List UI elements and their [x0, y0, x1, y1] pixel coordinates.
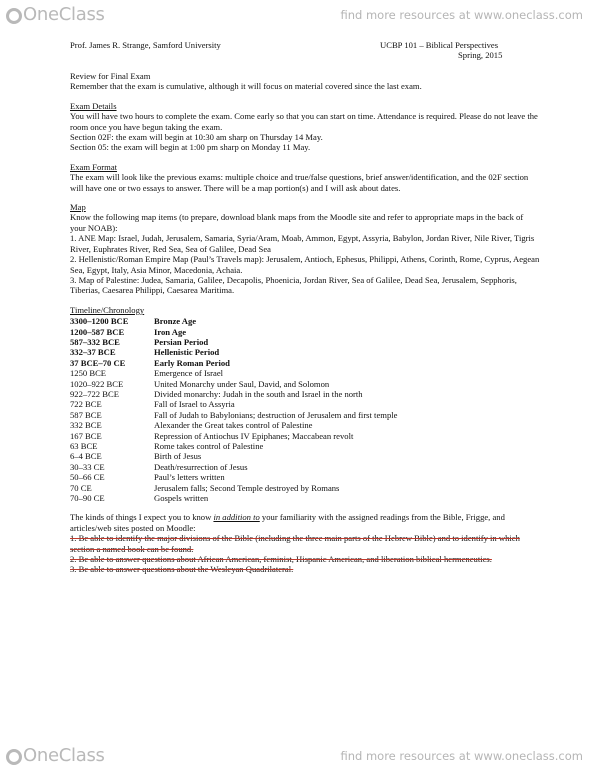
period-name: Iron Age — [154, 326, 187, 337]
exam-format-text: The exam will look like the previous exams: multiple choice and true/false questions, brief answer/identification, and the 02F section will have one or two essays to answer. There will be a map portion(s) and I will ask about dates. — [70, 172, 529, 193]
tagline-link-footer[interactable]: find more resources at www.oneclass.com — [340, 749, 583, 763]
period-name: Hellenistic Period — [154, 347, 220, 358]
event-row — [70, 410, 540, 420]
top-banner — [0, 0, 595, 32]
event-date: 332 BCE — [70, 420, 102, 431]
period-name: Bronze Age — [154, 316, 197, 327]
exam-details-section — [70, 101, 540, 153]
event-date: 722 BCE — [70, 399, 102, 410]
event-date: 6–4 BCE — [70, 451, 102, 462]
review-text: Remember that the exam is cumulative, although it will focus on material covered since the last exam. — [70, 81, 422, 92]
kinds-item-divisions: 1. Be able to identify the major divisions of the Bible (including the three main parts of the Hebrew Bible) and to identify in which section a named book can be found. — [70, 533, 520, 554]
tagline-link[interactable]: find more resources at www.oneclass.com — [340, 8, 583, 22]
event-text: Divided monarchy: Judah in the south and Israel in the north — [154, 388, 363, 399]
review-section — [70, 71, 540, 92]
event-row — [70, 441, 540, 451]
map-heading: Map — [70, 202, 86, 213]
event-row — [70, 431, 540, 441]
event-text: Repression of Antiochus IV Epiphanes; Maccabean revolt — [154, 430, 354, 441]
timeline-periods — [70, 316, 540, 368]
event-text: Paul’s letters written — [154, 472, 225, 483]
period-row — [70, 337, 540, 347]
review-title: Review for Final Exam — [70, 71, 151, 81]
document-page — [70, 40, 540, 575]
event-text: Fall of Judah to Babylonians; destruction of Jerusalem and first temple — [154, 409, 398, 420]
event-row — [70, 483, 540, 493]
kinds-item-hermeneutics: 2. Be able to answer questions about African American, feminist, Hispanic American, and liberation biblical hermeneutics. — [70, 554, 492, 565]
kinds-intro-pre: The kinds of things I expect you to know — [70, 512, 214, 523]
term: Spring, 2015 — [458, 50, 503, 60]
event-row — [70, 399, 540, 409]
map-intro: Know the following map items (to prepare, download blank maps from the Moodle site and refer to appropriate maps in the back of your NOAB): — [70, 212, 524, 233]
period-date: 37 BCE–70 CE — [70, 357, 126, 368]
kinds-intro-post: your familiarity with the assigned readings from the Bible, Frigge, and articles/web sites posted on Moodle: — [70, 512, 505, 533]
event-row — [70, 462, 540, 472]
event-row — [70, 379, 540, 389]
event-row — [70, 389, 540, 399]
exam-details-text: You will have two hours to complete the exam. Come early so that you can start on time. Attendance is required. Please do not leave the room once you have begun taking the exam. — [70, 111, 538, 132]
exam-details-heading: Exam Details — [70, 100, 117, 111]
logo-text: OneClass — [23, 745, 105, 766]
event-row — [70, 368, 540, 378]
kinds-intro — [70, 512, 540, 533]
period-row — [70, 327, 540, 337]
event-date: 70 CE — [70, 482, 92, 493]
oneclass-logo-footer[interactable] — [6, 745, 105, 766]
event-date: 1020–922 BCE — [70, 378, 124, 389]
period-date: 587–332 BCE — [70, 336, 120, 347]
map-item-palestine: 3. Map of Palestine: Judea, Samaria, Galilee, Decapolis, Phoenicia, Jordan River, Sea of Galilee, Dead Sea, Jerusalem, Sepphoris, Tiberias, Caesarea Philippi, Caesarea Maritima. — [70, 274, 517, 296]
timeline-section — [70, 305, 540, 504]
event-text: Gospels written — [154, 493, 209, 504]
logo-ring-icon — [6, 749, 22, 765]
exam-format-heading: Exam Format — [70, 161, 118, 172]
period-name: Early Roman Period — [154, 357, 230, 368]
period-row — [70, 358, 540, 368]
event-text: Alexander the Great takes control of Palestine — [154, 420, 313, 431]
kinds-intro-emphasis: in addition to — [213, 512, 260, 523]
period-date: 1200–587 BCE — [70, 326, 125, 337]
event-row — [70, 472, 540, 482]
event-date: 1250 BCE — [70, 368, 107, 379]
event-text: Birth of Jesus — [154, 451, 202, 462]
event-text: Jerusalem falls; Second Temple destroyed by Romans — [154, 482, 340, 493]
oneclass-logo[interactable] — [6, 4, 105, 25]
event-date: 167 BCE — [70, 430, 102, 441]
kinds-item-quadrilateral: 3. Be able to answer questions about the Wesleyan Quadrilateral. — [70, 564, 294, 575]
period-row — [70, 316, 540, 326]
bottom-banner — [0, 742, 595, 770]
exam-section-02f: Section 02F: the exam will begin at 10:30 am sharp on Thursday 14 May. — [70, 132, 323, 143]
map-item-roman: 2. Hellenistic/Roman Empire Map (Paul’s Travels map): Jerusalem, Antioch, Ephesus, Philippi, Athens, Corinth, Rome, Cyprus, Aegean Sea, Egypt, Italy, Asia Minor, Macedonia, Achaia. — [70, 254, 540, 275]
timeline-events — [70, 368, 540, 503]
event-date: 63 BCE — [70, 441, 98, 451]
event-date: 587 BCE — [70, 409, 102, 420]
event-date: 30–33 CE — [70, 461, 105, 472]
period-date: 3300–1200 BCE — [70, 316, 129, 327]
logo-ring-icon — [6, 8, 22, 24]
event-row — [70, 420, 540, 430]
period-row — [70, 347, 540, 357]
event-date: 922–722 BCE — [70, 388, 119, 399]
map-section — [70, 202, 540, 296]
event-text: Emergence of Israel — [154, 368, 224, 379]
period-date: 332–37 BCE — [70, 347, 116, 358]
event-text: Rome takes control of Palestine — [154, 441, 264, 451]
logo-text: OneClass — [23, 4, 105, 25]
exam-section-05: Section 05: the exam will begin at 1:00 pm sharp on Monday 11 May. — [70, 142, 311, 153]
timeline-heading: Timeline/Chronology — [70, 304, 145, 315]
event-text: Death/resurrection of Jesus — [154, 461, 248, 472]
kinds-section — [70, 512, 540, 574]
period-name: Persian Period — [154, 336, 209, 347]
event-text: United Monarchy under Saul, David, and Solomon — [154, 378, 330, 389]
professor-line: Prof. James R. Strange, Samford University — [70, 40, 221, 50]
exam-format-section — [70, 162, 540, 193]
event-date: 50–66 CE — [70, 472, 105, 483]
map-item-ane: 1. ANE Map: Israel, Judah, Jerusalem, Samaria, Syria/Aram, Moab, Ammon, Egypt, Assyria, Babylon, Jordan River, Nile River, Tigris River, Euphrates River, Red Sea, Sea of Galilee, Dead Sea — [70, 233, 535, 254]
event-text: Fall of Israel to Assyria — [154, 399, 235, 410]
event-row — [70, 451, 540, 461]
event-date: 70–90 CE — [70, 493, 105, 504]
event-row — [70, 493, 540, 503]
document-header — [70, 40, 540, 62]
course-title: UCBP 101 – Biblical Perspectives — [380, 40, 499, 50]
